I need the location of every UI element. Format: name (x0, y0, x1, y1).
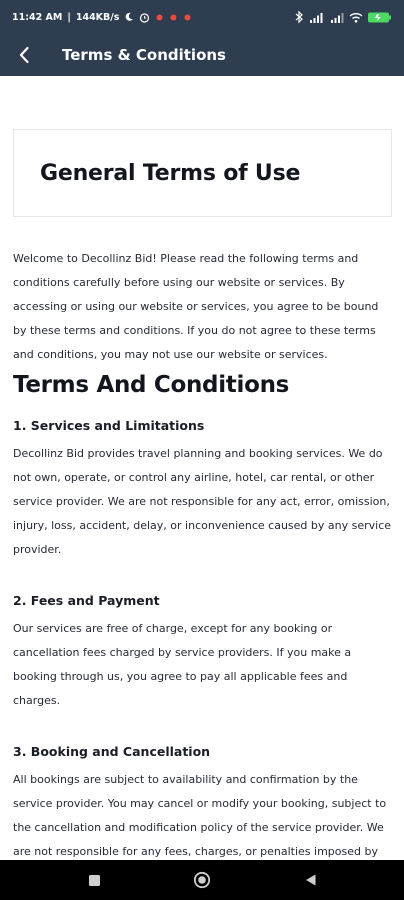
back-nav-button[interactable] (298, 868, 322, 892)
circle-icon (193, 871, 211, 889)
page-title: Terms & Conditions (62, 46, 226, 64)
moon-icon (124, 12, 134, 22)
section-1-body: Decollinz Bid provides travel planning and booking services. We do not own, operate, or control any airline, hotel, car rental, or other service provider. We are not responsible for any act, error, omission, injury, loss, accident, delay, or inconvenience caused by any service provider. (13, 447, 392, 556)
notification-dot-icon (183, 13, 192, 22)
triangle-back-icon (304, 873, 317, 887)
section-2-heading: 2. Fees and Payment (13, 593, 160, 608)
card-title: General Terms of Use (40, 160, 301, 186)
title-card (13, 129, 392, 217)
alarm-icon (139, 12, 150, 23)
section-3-heading: 3. Booking and Cancellation (13, 744, 211, 759)
recents-button[interactable] (82, 868, 106, 892)
status-network-speed: 144KB/s (75, 11, 120, 23)
intro-paragraph: Welcome to Decollinz Bid! Please read the following terms and conditions carefully before using our website or services. By accessing or using our website or services, you agree to be bound by these terms and conditions. If you do not agree to these terms and conditions, you may not use our website or services. (13, 252, 379, 361)
square-icon (88, 874, 101, 887)
bluetooth-icon (295, 11, 304, 23)
section-1-heading: 1. Services and Limitations (13, 418, 205, 433)
app-bar (0, 34, 404, 76)
wifi-icon (349, 12, 363, 23)
home-button[interactable] (190, 868, 214, 892)
section-1 (13, 416, 393, 562)
notification-dot-icon (169, 13, 178, 22)
section-3-body: All bookings are subject to availability and confirmation by the service provider. You may cancel or modify your booking, subject to the cancellation and modification policy of the service provider. We are not responsible for any fees, charges, or penalties imposed by (13, 773, 387, 858)
status-left (12, 12, 192, 23)
battery-icon (368, 12, 392, 23)
navigation-bar (0, 860, 404, 900)
status-right (295, 11, 392, 23)
chevron-left-icon (18, 46, 30, 64)
section-2 (13, 591, 393, 713)
main-heading-block (13, 370, 393, 400)
status-bar (0, 0, 404, 34)
section-heading: Terms And Conditions (13, 372, 290, 398)
terms-content[interactable] (0, 76, 404, 860)
section-2-body: Our services are free of charge, except for any booking or cancellation fees charged by service providers. If you make a booking through us, you agree to pay all applicable fees and charges. (13, 622, 352, 707)
back-button[interactable] (0, 34, 48, 76)
status-time: 11:42 AM (12, 11, 63, 23)
signal-icon (309, 12, 325, 23)
status-divider: | (67, 11, 71, 23)
notification-dot-icon (155, 13, 164, 22)
signal-icon (330, 12, 344, 23)
intro-block (13, 247, 393, 367)
